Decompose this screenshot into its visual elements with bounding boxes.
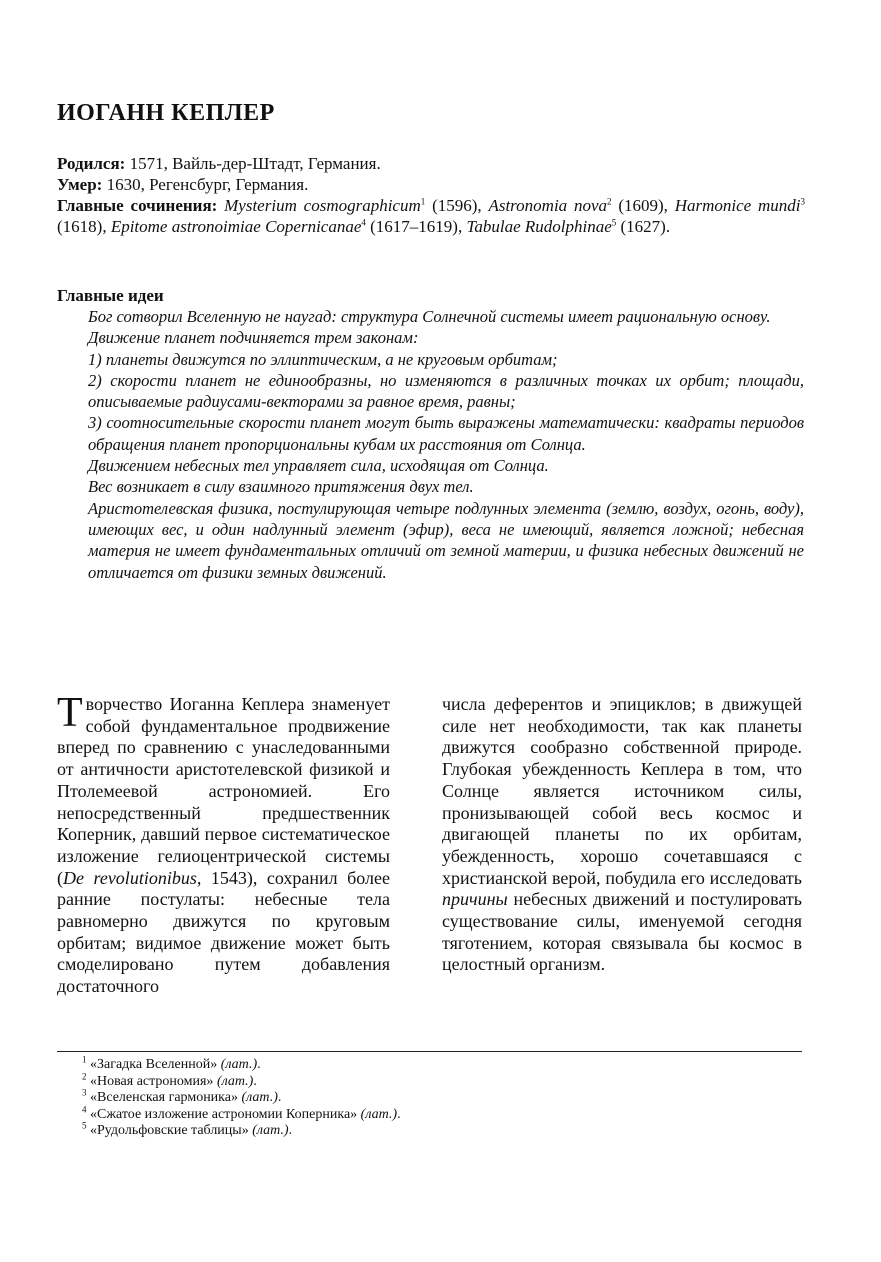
footnote-lang: (лат.) bbox=[252, 1123, 289, 1138]
body-text: небесных движений и постулировать существование силы, именуемой сегодня тяготением, которая связывала бы космос в целостный организм. bbox=[442, 889, 802, 975]
footnote-text: «Вселенская гармоника» bbox=[86, 1090, 242, 1105]
work-year: (1596), bbox=[425, 196, 489, 215]
idea-item: Аристотелевская физика, постулирующая четыре подлунных элемента (землю, воздух, огонь, воду), имеющих вес, и один надлунный элемент (эфир), веса не имеющий, является ложной; небесная материя не имеет фундаментальных отличий от земной материи, и физика небесных движений не отличается от физики земных движений. bbox=[88, 498, 804, 582]
ideas-heading: Главные идеи bbox=[57, 286, 164, 305]
idea-item: 2) скорости планет не единообразны, но изменяются в различных точках их орбит; площади, описываемые радиусами-векторами за равное время, равны; bbox=[88, 370, 804, 412]
work-title: Tabulae Rudolphinae bbox=[466, 217, 612, 236]
footnote-ref: 2 bbox=[607, 196, 612, 207]
footnote bbox=[82, 1070, 582, 1091]
body-text: ворчество Иоганна Кеплера знаменует собой фундаментальное продвижение вперед по сравнению с унаследованными от античности аристотелевской физикой и Птолемеевой астрономией. Его непосредственный предшественник Коперник, давший первое систематическое изложение гелиоцентрической системы ( bbox=[57, 694, 390, 888]
ideas-list bbox=[88, 306, 804, 583]
died-label: Умер: bbox=[57, 175, 103, 194]
born-line bbox=[57, 153, 805, 174]
footnote-end: . bbox=[397, 1106, 401, 1122]
footnote-lang: (лат.) bbox=[220, 1057, 258, 1072]
footnote-text: «Новая астрономия» bbox=[86, 1073, 217, 1089]
footnote-ref: 5 bbox=[611, 217, 617, 228]
footnote-text: «Загадка Вселенной» bbox=[86, 1057, 221, 1072]
born-label: Родился: bbox=[57, 154, 126, 173]
footnote-lang: (лат.) bbox=[216, 1073, 254, 1089]
work-year: (1609), bbox=[611, 196, 675, 215]
body-column-right bbox=[442, 694, 802, 976]
footnote-ref: 3 bbox=[800, 196, 805, 207]
footnote-ref: 1 bbox=[420, 196, 426, 207]
footnote-number: 3 bbox=[82, 1087, 87, 1098]
footnote-number: 5 bbox=[82, 1120, 87, 1131]
idea-item: 3) соотносительные скорости планет могут быть выражены математически: квадраты периодов обращения планет пропорциональны кубам их расстояния от Солнца. bbox=[88, 413, 804, 454]
footnote-number: 1 bbox=[82, 1054, 87, 1065]
work-year: (1617–1619), bbox=[365, 217, 467, 236]
work-year: (1618), bbox=[57, 217, 111, 236]
work-year: (1627). bbox=[616, 217, 671, 236]
footnote-lang: (лат.) bbox=[241, 1090, 278, 1105]
idea-item: Вес возникает в силу взаимного притяжения двух тел. bbox=[88, 477, 474, 497]
work-title: Epitome astronoimiae Copernicanae bbox=[110, 217, 362, 236]
footnote-end: . bbox=[277, 1090, 282, 1105]
footnote-divider bbox=[57, 1051, 802, 1052]
footnote bbox=[82, 1120, 582, 1140]
footnote bbox=[82, 1087, 582, 1107]
work-title: Astronomia nova bbox=[488, 196, 608, 215]
works-label: Главные сочинения: bbox=[57, 196, 218, 215]
body-text: числа деферентов и эпициклов; в движущей силе нет необходимости, так как планеты движутся сообразно собственной природе. Глубокая убежденность Кеплера в том, что Солнце является источником силы, пронизывающей собой весь космос и двигающей планеты по их орбитам, убежденность, хорошо сочетавшаяся с христианской верой, побудила его исследовать bbox=[442, 694, 802, 888]
footnote-number: 4 bbox=[82, 1103, 87, 1114]
idea-item: Движение планет подчиняется трем законам: bbox=[88, 328, 419, 348]
footnote-lang: (лат.) bbox=[360, 1106, 398, 1122]
born-value: 1571, Вайль-дер-Штадт, Германия. bbox=[125, 154, 381, 173]
idea-item: Движением небесных тел управляет сила, исходящая от Солнца. bbox=[88, 456, 549, 476]
footnote-number: 2 bbox=[82, 1070, 87, 1081]
works-paragraph bbox=[57, 195, 805, 237]
body-text: , 1543), сохранил более ранние постулаты: небесные тела равномерно движутся по круговым орбитам; видимое движение может быть смоделировано путем добавления достаточного bbox=[57, 867, 391, 997]
page-title: ИОГАНН КЕПЛЕР bbox=[57, 100, 275, 126]
work-title: Harmonice mundi bbox=[674, 196, 801, 215]
footnotes bbox=[82, 1054, 582, 1140]
footnote bbox=[82, 1054, 582, 1074]
drop-cap: Т bbox=[57, 690, 83, 736]
footnote-text: «Сжатое изложение астрономии Коперника» bbox=[86, 1106, 361, 1122]
work-title: Mysterium cosmographicum bbox=[224, 196, 421, 215]
footnote bbox=[82, 1103, 582, 1124]
body-italic: причины bbox=[442, 889, 508, 910]
footnote-end: . bbox=[253, 1073, 257, 1089]
died-value: 1630, Регенсбург, Германия. bbox=[102, 175, 309, 194]
idea-item: Бог сотворил Вселенную не наугад: структура Солнечной системы имеет рациональную основу. bbox=[88, 307, 771, 326]
died-line bbox=[57, 174, 805, 195]
body-column-left bbox=[57, 690, 391, 998]
footnote-end: . bbox=[257, 1057, 261, 1072]
idea-item: 1) планеты движутся по эллиптическим, а не круговым орбитам; bbox=[88, 349, 558, 369]
body-italic: De revolutionibus bbox=[63, 867, 197, 888]
footnote-end: . bbox=[288, 1123, 293, 1138]
footnote-text: «Рудольфовские таблицы» bbox=[86, 1123, 253, 1138]
footnote-ref: 4 bbox=[361, 217, 366, 228]
